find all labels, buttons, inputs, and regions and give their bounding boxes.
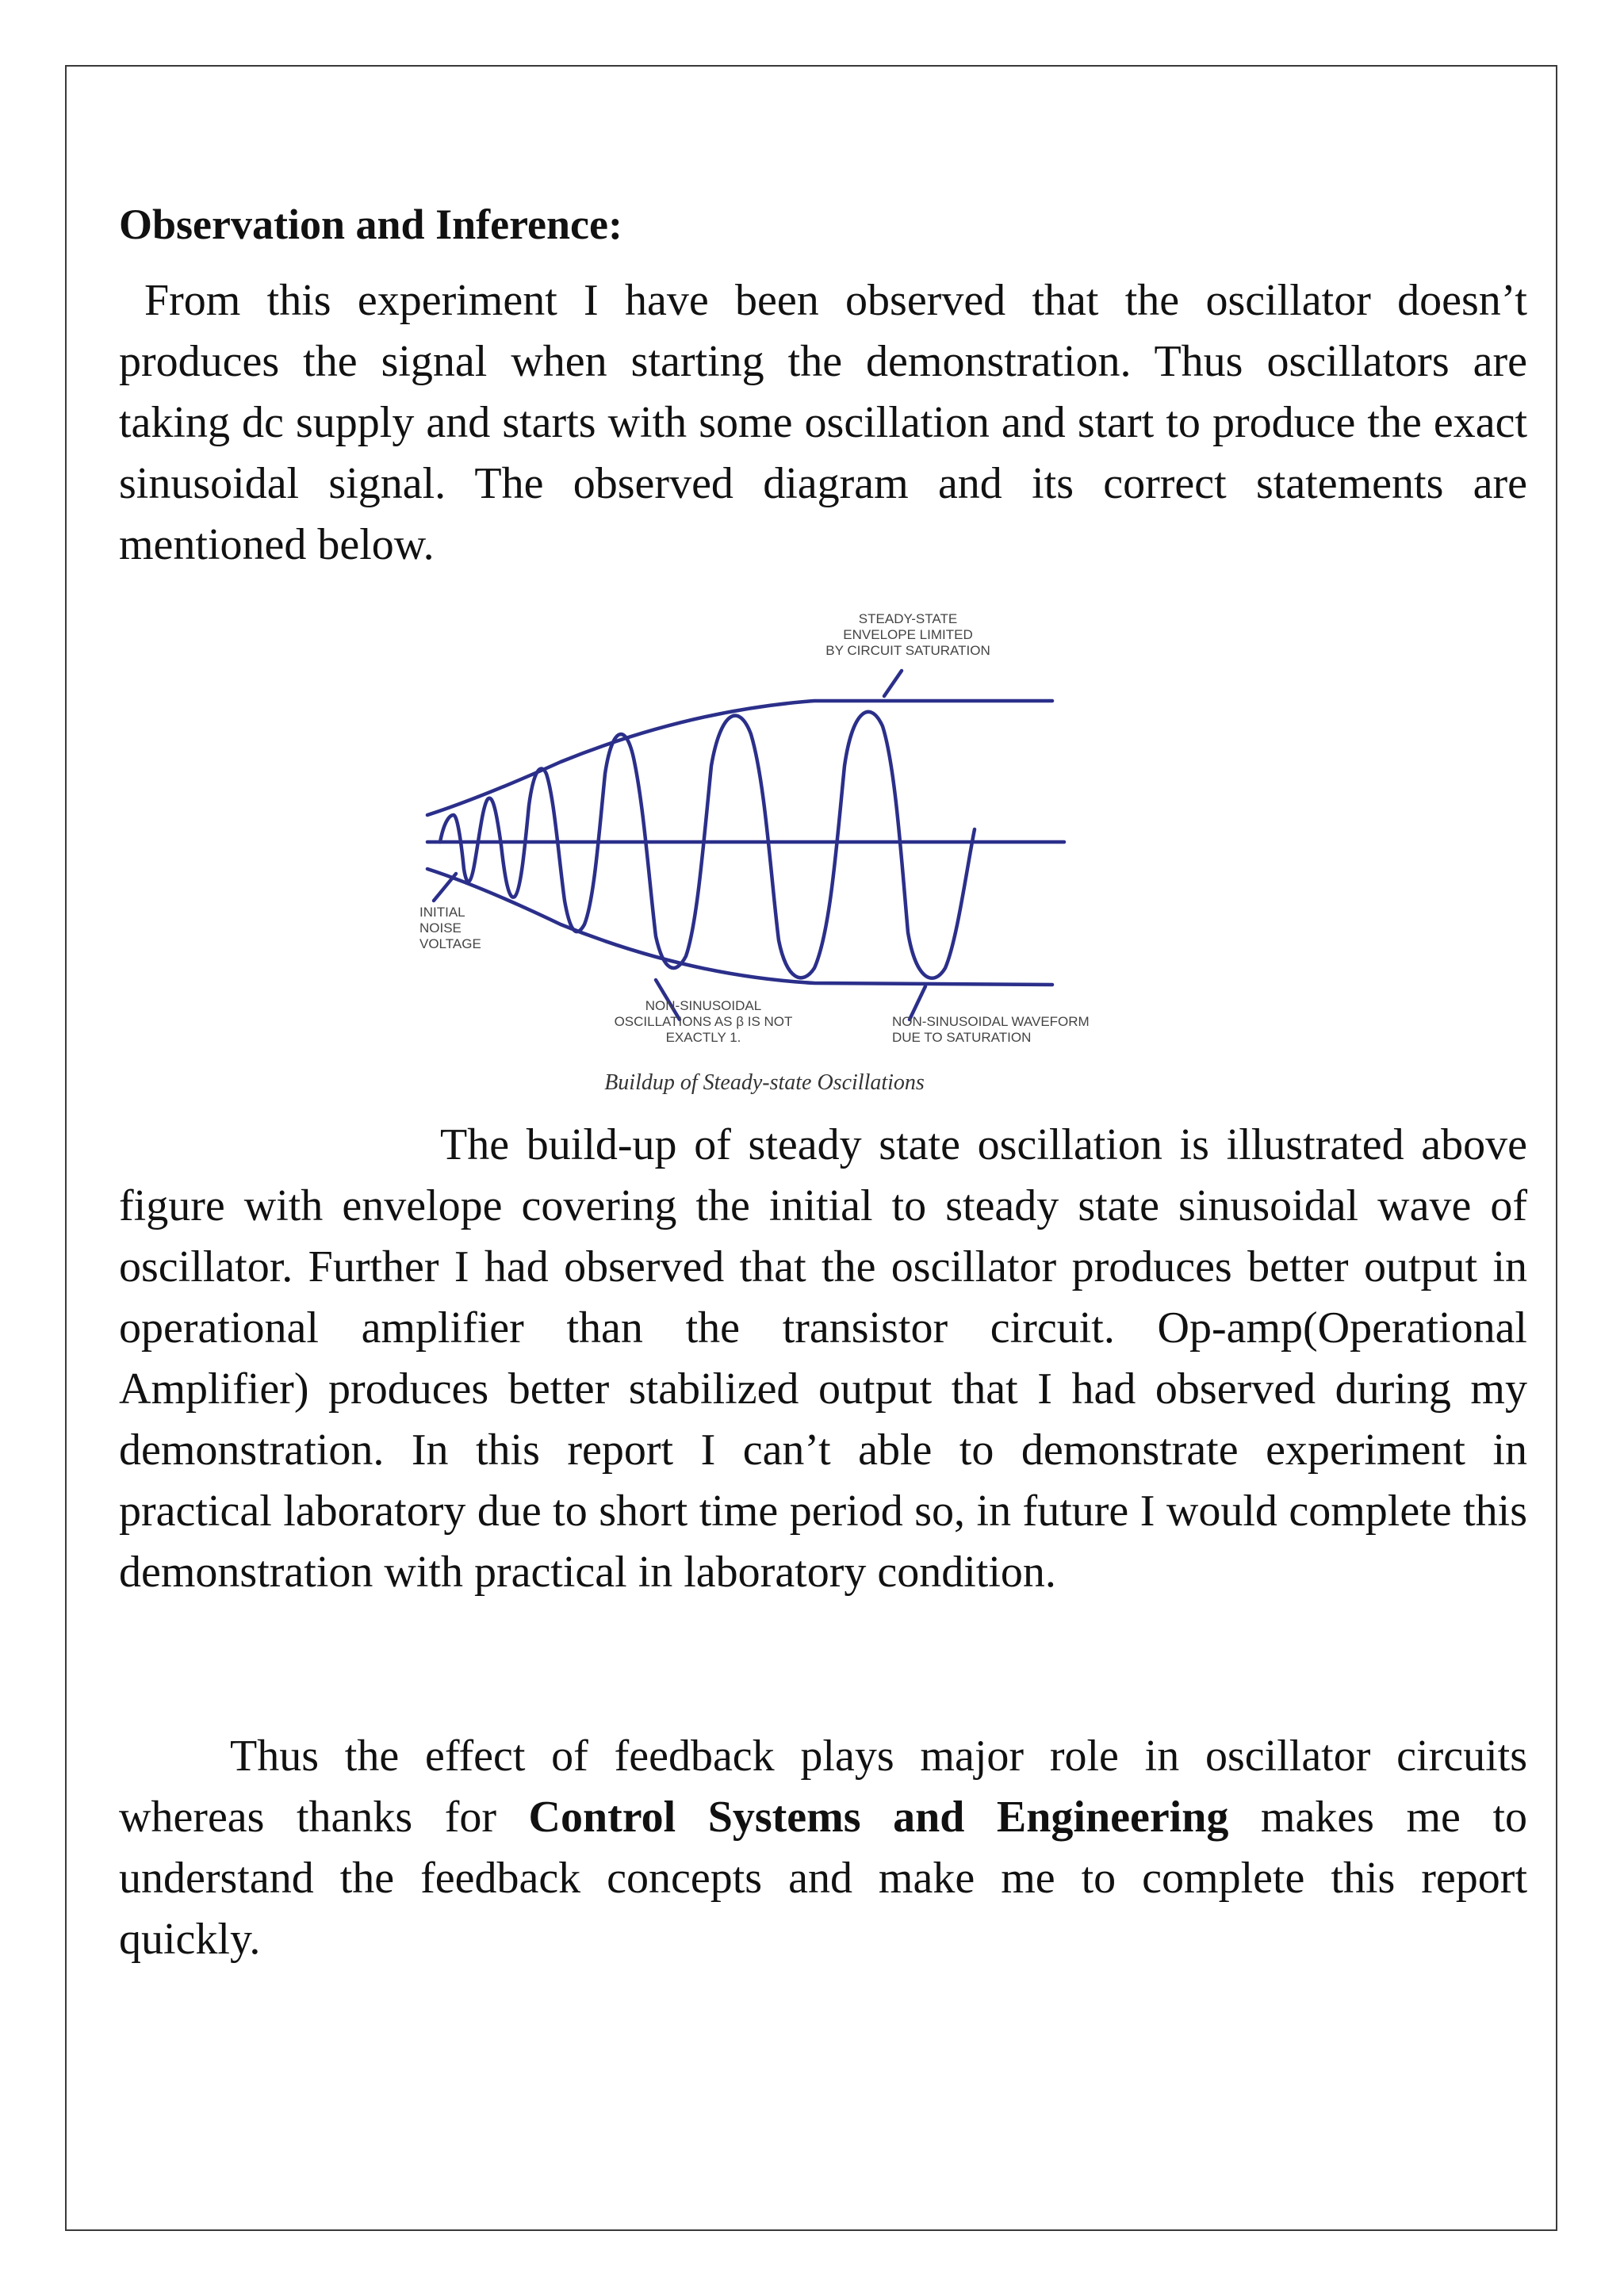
label-non-sin-wave-1: NON-SINUSOIDAL WAVEFORM [892,1014,1090,1029]
label-steady-state-3: BY CIRCUIT SATURATION [825,643,990,658]
paragraph-conclusion [119,1726,1527,1970]
document-body [119,194,1527,1970]
label-non-sin-osc-3: EXACTLY 1. [665,1030,741,1045]
oscillation-diagram [418,607,1143,1102]
label-non-sin-wave-2: DUE TO SATURATION [892,1030,1032,1045]
label-steady-state-2: ENVELOPE LIMITED [843,627,973,642]
paragraph-buildup: The build-up of steady state oscillation is illustrated above figure with envelope covering the initial to steady state sinusoidal wave of oscillator. Further I had observed that the oscillator produces better output in operational amplifier than the transistor circuit. Op-amp(Operational Amplifier) produces better stabilized output that I had observed during my demonstration. In this report I can’t able to demonstrate experiment in practical laboratory due to short time period so, in future I would complete this demonstration with practical in laboratory condition. [119,1120,1527,1597]
oscillation-wave [440,712,975,978]
label-initial-2: NOISE [419,920,462,936]
label-non-sin-osc-2: OSCILLATIONS AS β IS NOT [614,1014,793,1029]
figure-caption: Buildup of Steady-state Oscillations [604,1070,925,1095]
pointer-steady-state [884,671,902,696]
label-non-sin-osc-1: NON-SINUSOIDAL [645,998,762,1013]
conclusion-text-after: makes me to understand the feedback concepts and make me to complete this report quickly. [119,1793,1527,1964]
label-steady-state-1: STEADY-STATE [858,611,958,626]
paragraph-observation: From this experiment I have been observed that the oscillator doesn’t produces the signal when starting the demonstration. Thus oscillators are taking dc supply and starts with some oscillation and start to produce the exact sinusoidal signal. The observed diagram and its correct statements are mentioned below. [119,276,1527,569]
pointer-initial-noise [434,874,456,901]
course-name: Control Systems and Engineering [528,1793,1229,1842]
oscillation-figure [418,607,1143,1102]
label-initial-3: VOLTAGE [419,936,481,951]
section-heading: Observation and Inference: [119,201,622,248]
conclusion-text-before: Thus the effect of feedback plays major role in oscillator circuits whereas thanks for [119,1732,1527,1842]
label-initial-1: INITIAL [419,905,465,920]
